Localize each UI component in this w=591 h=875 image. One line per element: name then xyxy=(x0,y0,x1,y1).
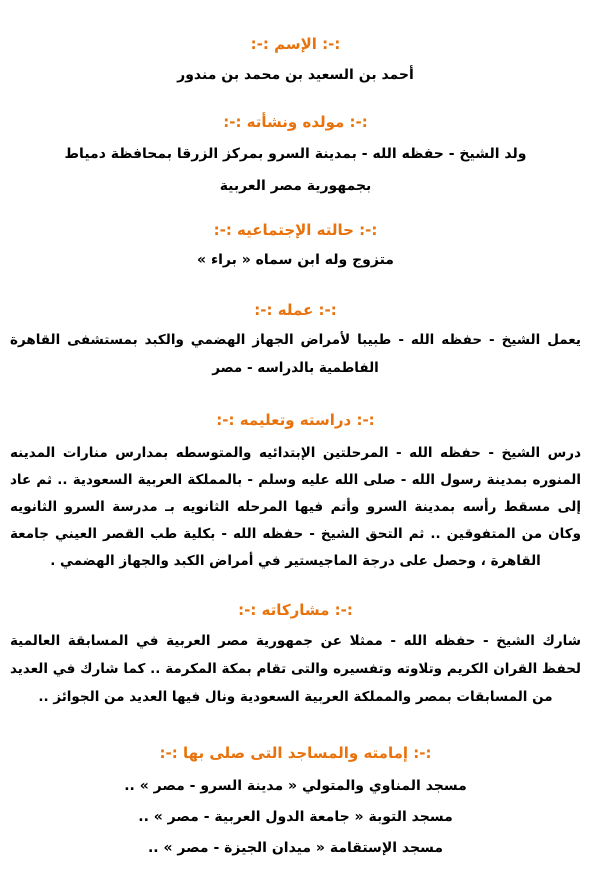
name-section xyxy=(10,34,581,54)
social-text: متزوج وله ابن سماه « براء » xyxy=(197,252,394,268)
participation-text: شارك الشيخ - حفظه الله - ممثلا عن جمهورية مصر العربية في المسابقة العالمية لحفظ القران الكريم وتلاوته وتفسيره والتى تقام بمكة المكرمة .. كما شارك في العديد من المسابقات بمصر والمملكة العربية السعودية ونال فيها العديد من الجوائز .. xyxy=(10,633,581,705)
mosque-item: مسجد المناوي والمتولي « مدينة السرو - مصر » .. xyxy=(124,778,467,794)
work-text: يعمل الشيخ - حفظه الله - طبيبا لأمراض الجهاز الهضمي والكبد بمستشفى القاهرة الفاطمية بالدراسه - مصر xyxy=(10,332,581,376)
participation-heading: :-: مشاركاته :-: xyxy=(238,601,353,619)
birth-heading: :-: مولده ونشأته :-: xyxy=(223,113,368,131)
participation-section xyxy=(10,600,581,620)
study-heading: :-: دراسته وتعليمه :-: xyxy=(216,411,375,429)
birth-line-1: ولد الشيخ - حفظه الله - بمدينة السرو بمركز الزرقا بمحافظة دمياط xyxy=(64,146,527,162)
name-text: أحمد بن السعيد بن محمد بن مندور xyxy=(177,67,414,83)
birth-line-2: بجمهورية مصر العربية xyxy=(219,178,372,194)
birth-section xyxy=(10,112,581,132)
social-heading: :-: حالته الإجتماعيه :-: xyxy=(213,221,378,239)
name-heading: :-: الإسم :-: xyxy=(250,35,341,53)
work-heading: :-: عمله :-: xyxy=(254,301,337,319)
study-section xyxy=(10,410,581,430)
work-section xyxy=(10,300,581,320)
mosque-item: مسجد التوبة « جامعة الدول العربية - مصر » .. xyxy=(138,809,453,825)
mosque-item: مسجد الإستقامة « ميدان الجيزة - مصر » .. xyxy=(147,840,444,856)
mosque-list xyxy=(10,771,581,864)
imamate-heading: :-: إمامته والمساجد التى صلى بها :-: xyxy=(159,744,432,762)
study-text: درس الشيخ - حفظه الله - المرحلتين الإبتدائيه والمتوسطه بمدارس منارات المدينه المنوره بمدينة رسول الله - صلى الله عليه وسلم - بالمملكة العربية السعودية .. ثم عاد إلى مسقط رأسه بمدينة السرو وأتم فيها المرحله الثانويه بـ مدرسة السرو الثانويه وكان من المتفوقين .. ثم التحق الشيخ - حفظه الله - بكلية طب القصر العيني جامعة القاهرة ، وحصل على درجة الماجيستير في أمراض الكبد والجهاز الهضمي . xyxy=(10,445,581,569)
social-section xyxy=(10,220,581,240)
imamate-section xyxy=(10,743,581,763)
